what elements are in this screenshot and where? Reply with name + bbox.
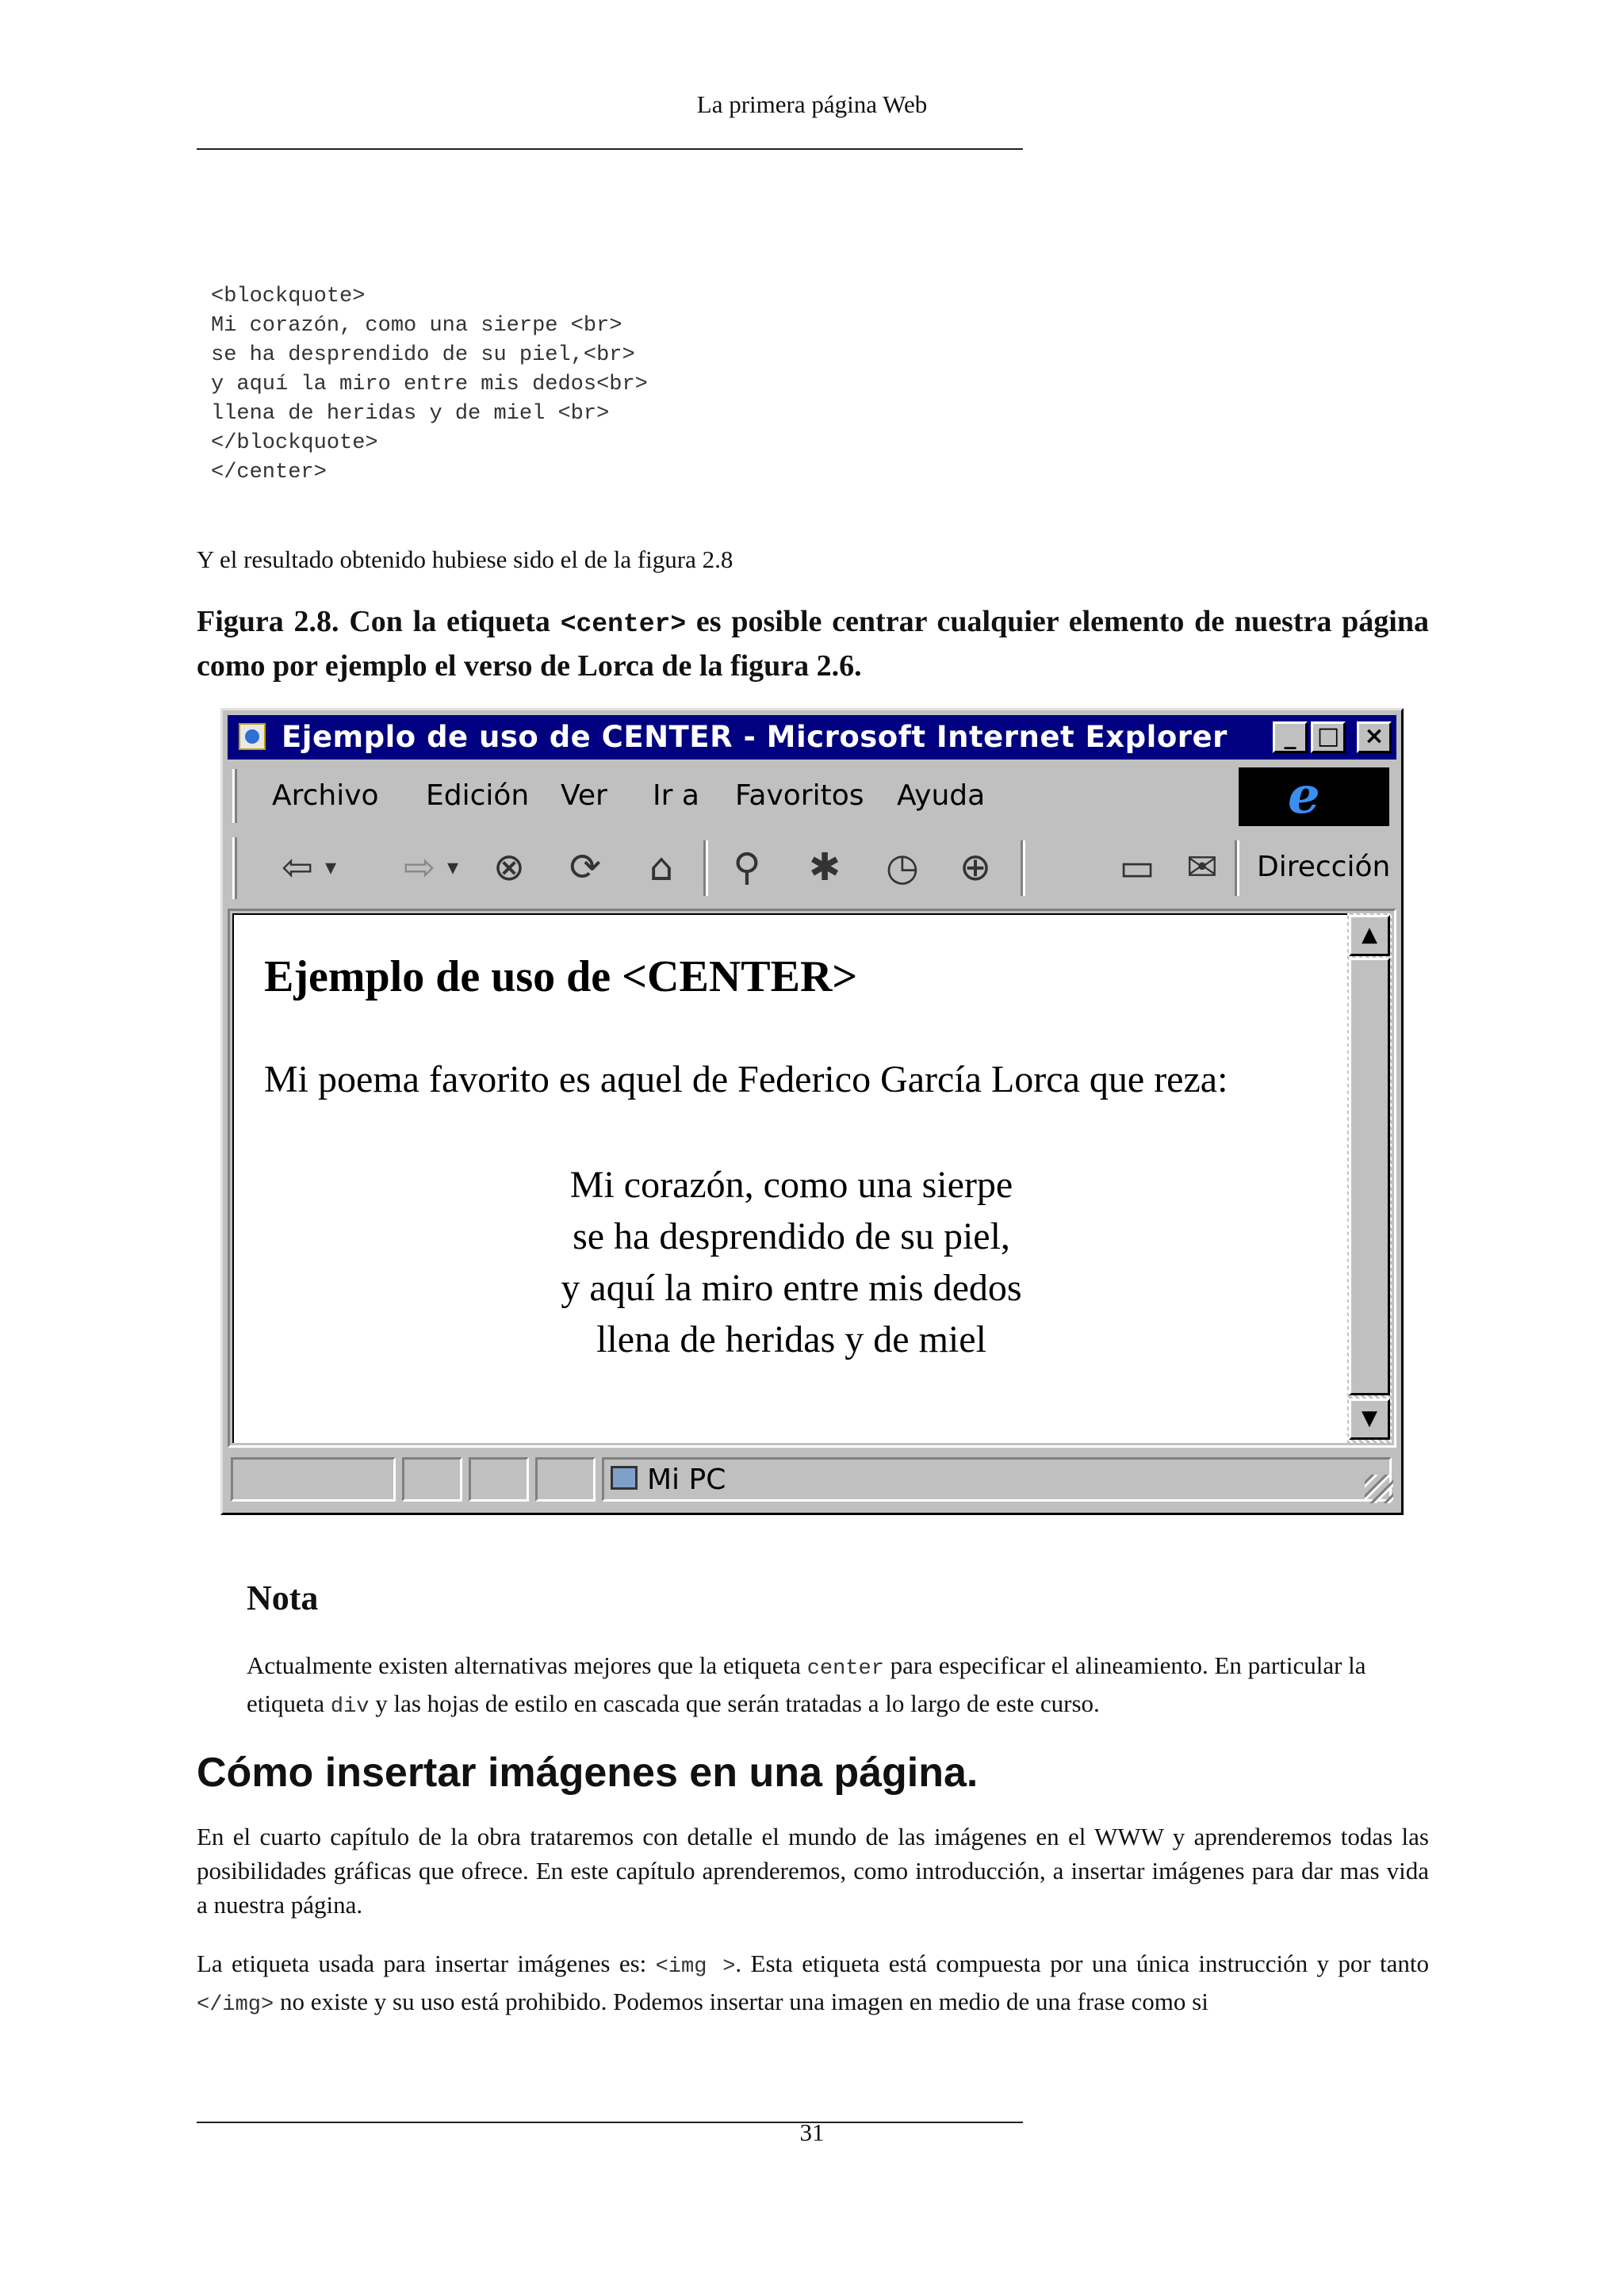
- code-listing: [211, 282, 648, 488]
- section-paragraph: En el cuarto capítulo de la obra trataremos con detalle el mundo de las imágenes en el WWW y aprenderemos todas las posibilidades gráficas que ofrece. En este capítulo aprenderemos, como introducción, a insertar imágenes para dar mas vida a nuestra página.: [197, 1823, 1429, 1919]
- web-page-heading: Ejemplo de uso de <CENTER>: [264, 952, 858, 1001]
- header-rule: [197, 148, 1023, 150]
- status-panel: [402, 1457, 462, 1502]
- menu-edicion[interactable]: Edición: [426, 779, 530, 812]
- verse-line: se ha desprendido de su piel,: [573, 1215, 1010, 1257]
- mail-icon[interactable]: ✉: [1185, 845, 1219, 890]
- menu-ver[interactable]: Ver: [561, 779, 607, 812]
- title-bar: [228, 715, 1396, 760]
- inline-code: <img >: [655, 1955, 736, 1979]
- ie-page-icon: [239, 723, 266, 750]
- code-line: se ha desprendido de su piel,<br>: [211, 343, 635, 367]
- home-icon[interactable]: ⌂: [649, 845, 674, 890]
- search-icon[interactable]: ⚲: [733, 845, 761, 890]
- caption-text: es posible centrar cualquier elemento de nuestra página como por ejemplo el verso de Lorca de la figura 2.6.: [197, 605, 1429, 683]
- refresh-icon[interactable]: ⟳: [569, 845, 602, 890]
- toolbar-separator: [1235, 840, 1239, 896]
- status-zone-text: Mi PC: [647, 1464, 726, 1496]
- inline-code: </img>: [197, 1993, 274, 2017]
- note-body: [247, 1648, 1381, 1724]
- toolbar-separator: [1021, 840, 1025, 896]
- status-bar: [228, 1452, 1396, 1506]
- minimize-button[interactable]: _: [1273, 721, 1308, 753]
- code-line: <blockquote>: [211, 285, 366, 308]
- menu-bar: [228, 764, 1396, 828]
- status-panel: [231, 1457, 396, 1502]
- verse-line: y aquí la miro entre mis dedos: [561, 1267, 1022, 1309]
- code-line: Mi corazón, como una sierpe <br>: [211, 314, 622, 338]
- scroll-thumb[interactable]: [1349, 958, 1390, 1395]
- scroll-up-icon[interactable]: ▲: [1349, 915, 1390, 956]
- ie-logo-icon: e: [1288, 766, 1320, 825]
- vertical-scrollbar[interactable]: [1347, 913, 1392, 1443]
- status-panel: [469, 1457, 529, 1502]
- running-header: La primera página Web: [696, 90, 928, 118]
- menu-favoritos[interactable]: Favoritos: [735, 779, 864, 812]
- section-paragraph: [197, 1946, 1429, 2022]
- verse-line: llena de heridas y de miel: [596, 1318, 986, 1360]
- toolbar-grip[interactable]: [232, 837, 237, 899]
- fullscreen-icon[interactable]: ▭: [1119, 845, 1155, 890]
- note-text: para especificar el alineamiento. En particular la etiqueta: [247, 1651, 1366, 1717]
- note-code: center: [806, 1657, 884, 1681]
- maximize-button[interactable]: □: [1311, 721, 1346, 753]
- status-panel: [535, 1457, 596, 1502]
- forward-arrow-icon[interactable]: ⇨: [403, 845, 436, 890]
- channels-icon[interactable]: ⊕: [959, 845, 992, 890]
- window-title: Ejemplo de uso de CENTER - Microsoft Internet Explorer: [282, 720, 1228, 754]
- back-dropdown-icon[interactable]: ▾: [324, 854, 337, 880]
- browser-viewport: [228, 909, 1396, 1448]
- back-arrow-icon[interactable]: ⇦: [281, 845, 314, 890]
- code-line: y aquí la miro entre mis dedos<br>: [211, 373, 648, 396]
- menu-ir-a[interactable]: Ir a: [653, 779, 699, 812]
- resize-grip-icon[interactable]: [1365, 1475, 1393, 1503]
- forward-dropdown-icon[interactable]: ▾: [446, 854, 459, 880]
- close-button[interactable]: ×: [1357, 721, 1392, 753]
- para-text: no existe y su uso está prohibido. Podemos insertar una imagen en medio de una frase como si: [274, 1988, 1208, 2015]
- menubar-grip[interactable]: [232, 769, 237, 823]
- note-text: Actualmente existen alternativas mejores que la etiqueta: [247, 1651, 807, 1679]
- verse-line: Mi corazón, como una sierpe: [569, 1164, 1013, 1206]
- ie-logo: [1239, 767, 1389, 826]
- address-label[interactable]: Dirección: [1257, 851, 1391, 883]
- computer-icon: [611, 1466, 638, 1490]
- caption-text: Figura 2.8. Con la etiqueta: [197, 605, 561, 638]
- favorites-icon[interactable]: ✱: [808, 845, 841, 890]
- note-text: y las hojas de estilo en cascada que serán tratadas a lo largo de este curso.: [369, 1689, 1100, 1717]
- standard-toolbar: [228, 832, 1396, 904]
- history-icon[interactable]: ◷: [886, 845, 919, 890]
- code-line: </blockquote>: [211, 431, 378, 455]
- toolbar-separator: [703, 840, 708, 896]
- code-line: llena de heridas y de miel <br>: [211, 402, 610, 426]
- para-text: . Esta etiqueta está compuesta por una única instrucción y por tanto: [735, 1950, 1429, 1977]
- stop-icon[interactable]: ⊗: [492, 845, 526, 890]
- code-line: </center>: [211, 461, 327, 484]
- page-number: 31: [799, 2118, 825, 2146]
- caption-code: <center>: [560, 610, 687, 639]
- web-page-content: [232, 913, 1347, 1443]
- menu-archivo[interactable]: Archivo: [272, 779, 379, 812]
- result-paragraph: Y el resultado obtenido hubiese sido el de la figura 2.8: [197, 545, 733, 573]
- figure-caption: [197, 601, 1429, 687]
- web-page-intro: Mi poema favorito es aquel de Federico García Lorca que reza:: [264, 1058, 1228, 1100]
- menu-ayuda[interactable]: Ayuda: [897, 779, 986, 812]
- scroll-down-icon[interactable]: ▼: [1349, 1399, 1390, 1440]
- para-text: La etiqueta usada para insertar imágenes es:: [197, 1950, 656, 1977]
- centered-verse: [234, 1159, 1349, 1365]
- section-heading: Cómo insertar imágenes en una página.: [197, 1750, 979, 1796]
- note-title: Nota: [247, 1578, 319, 1617]
- browser-window: [220, 708, 1404, 1515]
- status-zone-panel: [602, 1457, 1392, 1502]
- note-code: div: [330, 1695, 370, 1719]
